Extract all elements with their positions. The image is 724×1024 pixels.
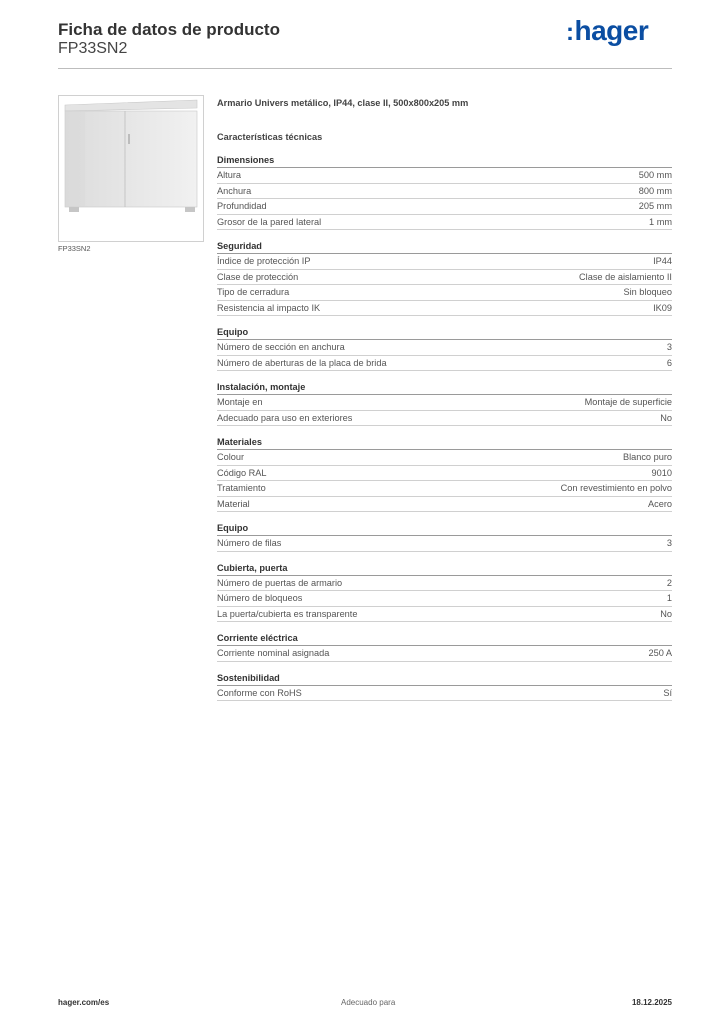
spec-label: Montaje en: [217, 397, 263, 407]
hager-logo[interactable]: [566, 15, 648, 47]
spec-label: Número de filas: [217, 538, 282, 548]
spec-label: Código RAL: [217, 467, 267, 478]
spec-value: 500 mm: [638, 170, 672, 180]
spec-row: [217, 450, 672, 466]
spec-row: [217, 168, 672, 184]
spec-value: Sin bloqueo: [623, 287, 672, 297]
spec-row: [217, 576, 672, 592]
spec-row: [217, 301, 672, 317]
spec-label: Corriente nominal asignada: [217, 648, 330, 658]
spec-section: [217, 562, 672, 623]
spec-value: 2: [666, 577, 672, 588]
spec-value: IK09: [653, 302, 672, 313]
spec-label: Número de puertas de armario: [217, 577, 343, 588]
footer-date: 18.12.2025: [631, 998, 672, 1007]
spec-label: Material: [217, 498, 250, 509]
spec-value: IP44: [653, 256, 672, 266]
spec-label: Tipo de cerradura: [217, 287, 290, 297]
spec-label: Profundidad: [217, 201, 267, 211]
spec-value: Clase de aislamiento II: [579, 271, 672, 282]
spec-content: [217, 96, 672, 701]
header-divider: [58, 68, 672, 69]
spec-section: [217, 154, 672, 230]
spec-label: Clase de protección: [217, 271, 299, 282]
spec-value: 6: [666, 357, 672, 368]
spec-row: [217, 340, 672, 356]
section-title: Corriente eléctrica: [217, 632, 672, 646]
spec-row: [217, 254, 672, 270]
spec-row: [217, 411, 672, 427]
spec-value: 9010: [651, 467, 672, 478]
section-title: Equipo: [217, 326, 672, 340]
spec-row: [217, 395, 672, 411]
spec-row: [217, 481, 672, 497]
spec-value: Acero: [647, 498, 672, 509]
spec-section: [217, 240, 672, 316]
spec-label: Altura: [217, 170, 242, 180]
section-title: Seguridad: [217, 240, 672, 254]
spec-value: No: [660, 412, 672, 423]
spec-label: Tratamiento: [217, 483, 266, 493]
spec-label: La puerta/cubierta es transparente: [217, 608, 358, 619]
spec-sections: [217, 154, 672, 701]
section-title: Dimensiones: [217, 154, 672, 168]
spec-row: [217, 591, 672, 607]
spec-row: [217, 270, 672, 286]
image-caption: FP33SN2: [58, 244, 91, 253]
section-title: Materiales: [217, 436, 672, 450]
spec-row: [217, 686, 672, 702]
spec-section: [217, 632, 672, 662]
logo-text: hager: [574, 15, 649, 46]
spec-label: Conforme con RoHS: [217, 687, 302, 698]
spec-value: 205 mm: [638, 201, 672, 211]
spec-value: Sí: [663, 687, 672, 698]
tech-heading: Características técnicas: [217, 132, 323, 142]
spec-value: Montaje de superficie: [584, 397, 672, 407]
cabinet-illustration: [59, 96, 203, 241]
spec-label: Grosor de la pared lateral: [217, 216, 322, 227]
spec-row: [217, 646, 672, 662]
footer-center-text: Adecuado para: [341, 998, 396, 1007]
spec-row: [217, 199, 672, 215]
spec-value: No: [660, 608, 672, 619]
spec-row: [217, 356, 672, 372]
spec-value: 3: [666, 538, 672, 548]
spec-row: [217, 215, 672, 231]
spec-row: [217, 184, 672, 200]
product-image: [58, 95, 204, 242]
footer-website-link[interactable]: hager.com/es: [58, 998, 110, 1007]
spec-row: [217, 607, 672, 623]
spec-label: Resistencia al impacto IK: [217, 302, 321, 313]
spec-label: Índice de protección IP: [217, 256, 311, 266]
spec-value: 800 mm: [638, 185, 672, 196]
spec-section: [217, 326, 672, 371]
spec-value: Con revestimiento en polvo: [560, 483, 672, 493]
spec-section: [217, 672, 672, 702]
spec-label: Colour: [217, 452, 245, 462]
spec-label: Adecuado para uso en exteriores: [217, 412, 353, 423]
spec-value: 1: [666, 593, 672, 603]
spec-label: Anchura: [217, 185, 252, 196]
spec-section: [217, 436, 672, 512]
spec-row: [217, 536, 672, 552]
spec-row: [217, 497, 672, 513]
spec-value: 1 mm: [649, 216, 672, 227]
spec-section: [217, 522, 672, 552]
page-title: Ficha de datos de producto: [58, 20, 280, 39]
spec-value: 250 A: [648, 648, 672, 658]
spec-label: Número de sección en anchura: [217, 342, 345, 352]
section-title: Instalación, montaje: [217, 381, 672, 395]
product-code: FP33SN2: [58, 40, 128, 57]
spec-row: [217, 285, 672, 301]
spec-row: [217, 466, 672, 482]
product-description: Armario Univers metálico, IP44, clase II, 500x800x205 mm: [217, 98, 469, 108]
logo-dots-icon: :: [566, 19, 574, 46]
spec-section: [217, 381, 672, 426]
section-title: Equipo: [217, 522, 672, 536]
section-title: Sostenibilidad: [217, 672, 672, 686]
spec-value: Blanco puro: [622, 452, 672, 462]
spec-label: Número de aberturas de la placa de brida: [217, 357, 387, 368]
spec-label: Número de bloqueos: [217, 593, 303, 603]
section-title: Cubierta, puerta: [217, 562, 672, 576]
spec-value: 3: [666, 342, 672, 352]
